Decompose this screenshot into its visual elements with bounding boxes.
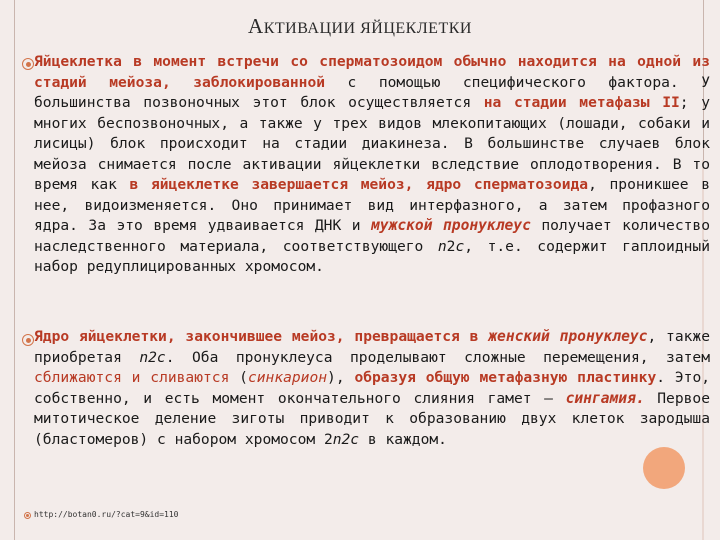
title-initial: А <box>248 14 264 38</box>
para2-text: ), <box>327 369 355 386</box>
para2-text: , также приобретая <box>34 328 710 366</box>
para1-formula-c: c <box>455 237 465 255</box>
bullet-icon <box>22 334 34 346</box>
para1-text: с помощью специфического фактора. У большинства позвоночных этот блок осуществляется <box>34 73 710 111</box>
para1-metaphase-highlight: на стадии метафазы II <box>483 94 680 111</box>
paragraph-2 <box>34 327 710 450</box>
para2-syngamy-highlight: сингамия. <box>565 389 645 407</box>
source-url: http://botan0.ru/?cat=9&id=110 <box>34 510 179 519</box>
para2-formula: n2c <box>332 430 360 448</box>
para2-formula: n2c <box>139 348 166 366</box>
para2-text: ( <box>229 369 248 386</box>
para1-text: , т.е. содержит гаплоидный набор редуплицированных хромосом. <box>34 237 710 275</box>
para1-text: получает количество наследственного материала, соответствующего <box>34 217 710 255</box>
bullet-icon <box>24 512 31 519</box>
para2-text: . Это, собственно, и есть момент окончательного слияния гамет — <box>34 369 711 407</box>
para1-male-pronucleus-highlight: мужской пронуклеус <box>371 217 531 234</box>
para2-merge-highlight: сближаются и сливаются <box>34 369 230 386</box>
para2-text: Первое митотическое деление зиготы приводит к образованию двух клеток зародыша (бластомеров) с набором хромосом 2 <box>34 389 710 448</box>
para2-female-pronucleus-highlight: женский пронуклеус <box>488 328 648 345</box>
paragraph-1 <box>34 52 710 278</box>
left-border-line <box>14 0 15 540</box>
para1-text: ; у многих беспозвоночных, а также у трех видов млекопитающих (лошади, собаки и лисицы) блок происходит на стадии диакинеза. В большинстве случаев блок мейоза снимается после активации яйцеклетки вследствие оплодотворения. В то время как <box>34 94 710 193</box>
slide-title <box>0 14 720 39</box>
para2-metaphase-plate-highlight: образуя общую метафазную пластинку <box>354 369 657 386</box>
para2-text: в каждом. <box>359 430 447 448</box>
para1-text: , проникшее в нее, видоизменяется. Оно принимает вид интерфазного, а затем профазного ядра. За это время удваивается ДНК и <box>34 176 710 234</box>
para2-synkaryon-highlight: синкарион <box>247 369 328 386</box>
bullet-icon <box>22 58 34 70</box>
para1-formula-n: n <box>437 237 447 255</box>
para1-lead-highlight: Яйцеклетка в момент встречи со сперматозоидом обычно находится на одной из стадий мейоза, заблокированной <box>34 53 710 91</box>
para2-lead-highlight: Ядро яйцеклетки, закончившее мейоз, превращается в <box>34 328 489 345</box>
para1-formula-2: 2 <box>446 237 456 255</box>
title-rest: КТИВАЦИИ ЯЙЦЕКЛЕТКИ <box>263 20 472 37</box>
para2-text: . Оба пронуклеуса проделывают сложные перемещения, затем <box>165 348 710 366</box>
para1-meiosis-highlight: в яйцеклетке завершается мейоз, ядро сперматозоида <box>129 176 589 193</box>
decorative-circle <box>643 447 685 489</box>
